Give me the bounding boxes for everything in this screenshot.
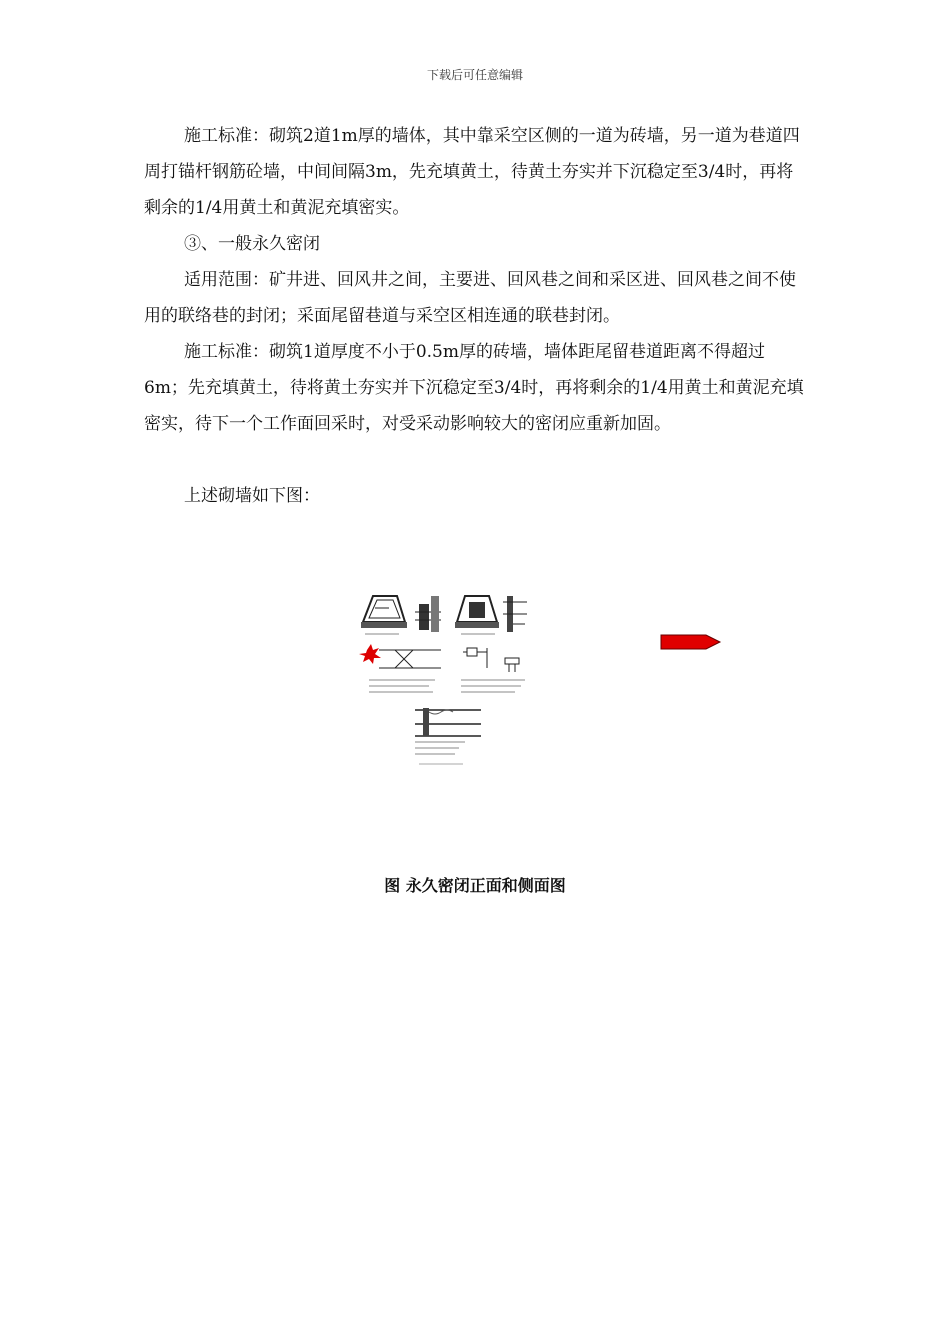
page-header: 下载后可任意编辑 [426,68,523,82]
diagram-panel-b [415,596,441,632]
diagram-panel-f [461,648,525,692]
diagram-panel-g [415,708,481,764]
diagram-panel-e [359,644,441,692]
paragraph-figure-intro: 上述砌墙如下图： [184,486,320,506]
paragraph-section-heading: ③、一般永久密闭 [184,234,320,254]
diagram-panel-a [361,596,407,634]
figure-caption: 图 永久密闭正面和侧面图 [384,876,566,895]
paragraph-construction-standard-2: 施工标准：砌筑1道厚度不小于0.5m厚的砖墙，墙体距尾留巷道距离不得超过6m；先充填黄土，待将黄土夯实并下沉稳定至3/4时，再将剩余的1/4用黄土和黄泥充填密实，待下一个工作面回采时，对受采动影响较大的密闭应重新加固。 [144,342,804,434]
diagram-panel-c [455,596,499,634]
arrow-right-icon [660,633,722,651]
diagram-panel-d [503,596,527,632]
paragraph-construction-standard-1: 施工标准：砌筑2道1m厚的墙体，其中靠采空区侧的一道为砖墙，另一道为巷道四周打锚杆钢筋砼墙，中间间隔3m，先充填黄土，待黄土夯实并下沉稳定至3/4时，再将剩余的1/4用黄土和黄泥充填密实。 [144,126,800,218]
paragraph-scope: 适用范围：矿井进、回风井之间，主要进、回风巷之间和采区进、回风巷之间不使用的联络巷的封闭；采面尾留巷道与采空区相连通的联巷封闭。 [144,270,796,326]
seal-wall-diagram [355,588,535,778]
